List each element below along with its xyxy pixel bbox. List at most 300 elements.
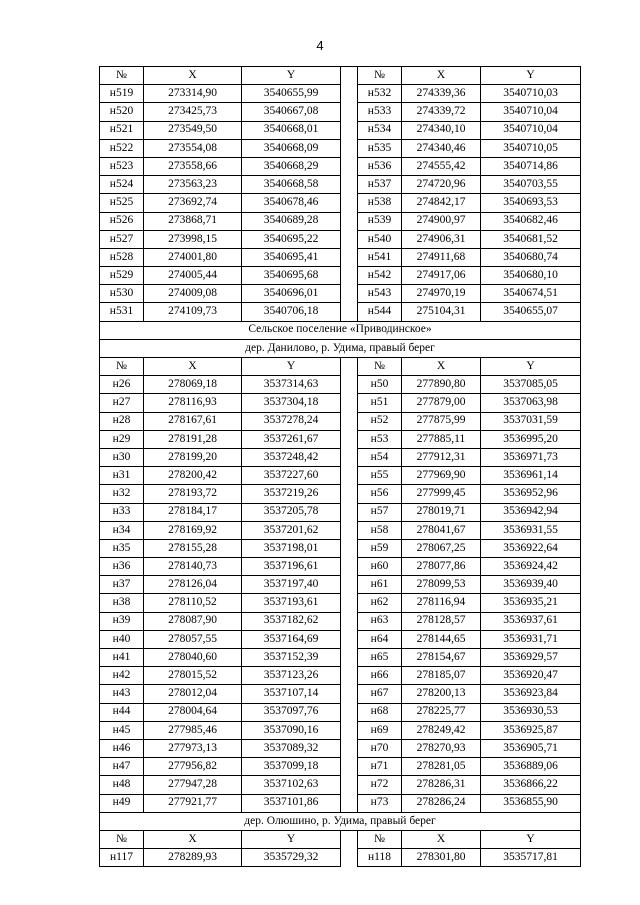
column-gap bbox=[341, 594, 358, 612]
table-row bbox=[100, 539, 581, 557]
coord-x: 274340,46 bbox=[402, 139, 481, 157]
point-number: н35 bbox=[100, 539, 144, 557]
column-gap bbox=[341, 67, 358, 85]
coord-y: 3540668,09 bbox=[242, 139, 341, 157]
coord-x: 278087,90 bbox=[144, 612, 242, 630]
coord-y: 3540655,07 bbox=[481, 303, 581, 321]
point-number: н64 bbox=[358, 630, 402, 648]
point-number: н522 bbox=[100, 139, 144, 157]
header-y: Y bbox=[481, 358, 581, 376]
point-number: н59 bbox=[358, 539, 402, 557]
coord-x: 278140,73 bbox=[144, 558, 242, 576]
table-row bbox=[100, 703, 581, 721]
coord-y: 3536942,94 bbox=[481, 503, 581, 521]
table-row bbox=[100, 649, 581, 667]
coord-x: 274009,08 bbox=[144, 285, 242, 303]
point-number: н41 bbox=[100, 649, 144, 667]
column-gap bbox=[341, 157, 358, 175]
table-row bbox=[100, 794, 581, 812]
coord-x: 273314,90 bbox=[144, 85, 242, 103]
header-x: X bbox=[402, 67, 481, 85]
table-row bbox=[100, 849, 581, 867]
header-row bbox=[100, 830, 581, 848]
coord-y: 3540680,74 bbox=[481, 248, 581, 266]
point-number: н65 bbox=[358, 649, 402, 667]
coord-x: 277890,80 bbox=[402, 376, 481, 394]
coord-x: 278193,72 bbox=[144, 485, 242, 503]
coord-x: 278077,86 bbox=[402, 558, 481, 576]
coord-x: 278015,52 bbox=[144, 667, 242, 685]
header-x: X bbox=[402, 358, 481, 376]
coord-y: 3536971,73 bbox=[481, 448, 581, 466]
section-title: Сельское поселение «Приводинское» bbox=[100, 321, 581, 339]
table-row bbox=[100, 194, 581, 212]
point-number: н47 bbox=[100, 758, 144, 776]
coord-x: 277885,11 bbox=[402, 430, 481, 448]
coord-y: 3537193,61 bbox=[242, 594, 341, 612]
coord-y: 3536961,14 bbox=[481, 467, 581, 485]
coord-y: 3537152,39 bbox=[242, 649, 341, 667]
column-gap bbox=[341, 248, 358, 266]
point-number: н31 bbox=[100, 467, 144, 485]
coord-x: 273998,15 bbox=[144, 230, 242, 248]
point-number: н527 bbox=[100, 230, 144, 248]
coord-x: 277879,00 bbox=[402, 394, 481, 412]
table-row bbox=[100, 285, 581, 303]
table-row bbox=[100, 685, 581, 703]
coord-x: 278184,17 bbox=[144, 503, 242, 521]
coord-y: 3540689,28 bbox=[242, 212, 341, 230]
header-x: X bbox=[144, 358, 242, 376]
coord-y: 3536922,64 bbox=[481, 539, 581, 557]
column-gap bbox=[341, 358, 358, 376]
table-row bbox=[100, 758, 581, 776]
coord-x: 274339,36 bbox=[402, 85, 481, 103]
point-number: н28 bbox=[100, 412, 144, 430]
coord-x: 274555,42 bbox=[402, 157, 481, 175]
column-gap bbox=[341, 230, 358, 248]
point-number: н531 bbox=[100, 303, 144, 321]
table-row bbox=[100, 776, 581, 794]
coord-x: 278289,93 bbox=[144, 849, 242, 867]
header-row bbox=[100, 67, 581, 85]
table-row bbox=[100, 503, 581, 521]
coord-y: 3536889,06 bbox=[481, 758, 581, 776]
coord-y: 3540706,18 bbox=[242, 303, 341, 321]
header-y: Y bbox=[242, 358, 341, 376]
point-number: н538 bbox=[358, 194, 402, 212]
coord-y: 3537205,78 bbox=[242, 503, 341, 521]
table-row bbox=[100, 412, 581, 430]
coord-x: 278012,04 bbox=[144, 685, 242, 703]
coord-y: 3537123,26 bbox=[242, 667, 341, 685]
column-gap bbox=[341, 303, 358, 321]
coord-y: 3540668,58 bbox=[242, 176, 341, 194]
table-row bbox=[100, 121, 581, 139]
column-gap bbox=[341, 649, 358, 667]
table-row bbox=[100, 467, 581, 485]
coord-x: 278116,93 bbox=[144, 394, 242, 412]
point-number: н40 bbox=[100, 630, 144, 648]
point-number: н34 bbox=[100, 521, 144, 539]
table-row bbox=[100, 376, 581, 394]
point-number: н44 bbox=[100, 703, 144, 721]
coord-y: 3540655,99 bbox=[242, 85, 341, 103]
point-number: н73 bbox=[358, 794, 402, 812]
section-subtitle-row bbox=[100, 339, 581, 357]
point-number: н72 bbox=[358, 776, 402, 794]
coord-y: 3536931,71 bbox=[481, 630, 581, 648]
coord-x: 278286,31 bbox=[402, 776, 481, 794]
coord-y: 3536937,61 bbox=[481, 612, 581, 630]
coord-y: 3540710,04 bbox=[481, 103, 581, 121]
point-number: н68 bbox=[358, 703, 402, 721]
coord-x: 278019,71 bbox=[402, 503, 481, 521]
coord-y: 3540714,86 bbox=[481, 157, 581, 175]
column-gap bbox=[341, 612, 358, 630]
column-gap bbox=[341, 630, 358, 648]
coord-x: 278286,24 bbox=[402, 794, 481, 812]
coord-y: 3536923,84 bbox=[481, 685, 581, 703]
coord-x: 273554,08 bbox=[144, 139, 242, 157]
column-gap bbox=[341, 430, 358, 448]
point-number: н32 bbox=[100, 485, 144, 503]
point-number: н532 bbox=[358, 85, 402, 103]
column-gap bbox=[341, 685, 358, 703]
table-row bbox=[100, 594, 581, 612]
coord-y: 3540710,03 bbox=[481, 85, 581, 103]
point-number: н53 bbox=[358, 430, 402, 448]
column-gap bbox=[341, 794, 358, 812]
coord-y: 3540696,01 bbox=[242, 285, 341, 303]
column-gap bbox=[341, 194, 358, 212]
coord-x: 274917,06 bbox=[402, 267, 481, 285]
point-number: н37 bbox=[100, 576, 144, 594]
column-gap bbox=[341, 412, 358, 430]
header-x: X bbox=[144, 67, 242, 85]
coord-y: 3536866,22 bbox=[481, 776, 581, 794]
header-num: № bbox=[358, 358, 402, 376]
table-row bbox=[100, 630, 581, 648]
header-y: Y bbox=[481, 67, 581, 85]
table-row bbox=[100, 739, 581, 757]
coord-y: 3537090,16 bbox=[242, 721, 341, 739]
coord-x: 278249,42 bbox=[402, 721, 481, 739]
column-gap bbox=[341, 558, 358, 576]
coord-y: 3536920,47 bbox=[481, 667, 581, 685]
header-row bbox=[100, 358, 581, 376]
coord-y: 3540695,41 bbox=[242, 248, 341, 266]
table-row bbox=[100, 612, 581, 630]
coord-x: 274340,10 bbox=[402, 121, 481, 139]
coord-y: 3540682,46 bbox=[481, 212, 581, 230]
point-number: н66 bbox=[358, 667, 402, 685]
coord-x: 278155,28 bbox=[144, 539, 242, 557]
coord-x: 273425,73 bbox=[144, 103, 242, 121]
coord-y: 3540674,51 bbox=[481, 285, 581, 303]
coord-x: 278200,13 bbox=[402, 685, 481, 703]
coord-x: 277912,31 bbox=[402, 448, 481, 466]
coord-y: 3536935,21 bbox=[481, 594, 581, 612]
point-number: н55 bbox=[358, 467, 402, 485]
coord-y: 3537097,76 bbox=[242, 703, 341, 721]
coord-y: 3537101,86 bbox=[242, 794, 341, 812]
point-number: н543 bbox=[358, 285, 402, 303]
section-subtitle: дер. Олюшино, р. Удима, правый берег bbox=[100, 812, 581, 830]
table-row bbox=[100, 85, 581, 103]
coord-y: 3540668,29 bbox=[242, 157, 341, 175]
table-row bbox=[100, 430, 581, 448]
coord-x: 278167,61 bbox=[144, 412, 242, 430]
header-num: № bbox=[358, 67, 402, 85]
header-y: Y bbox=[242, 830, 341, 848]
point-number: н540 bbox=[358, 230, 402, 248]
point-number: н52 bbox=[358, 412, 402, 430]
coord-x: 273563,23 bbox=[144, 176, 242, 194]
point-number: н26 bbox=[100, 376, 144, 394]
coord-x: 278281,05 bbox=[402, 758, 481, 776]
coord-y: 3536855,90 bbox=[481, 794, 581, 812]
coord-x: 278057,55 bbox=[144, 630, 242, 648]
point-number: н537 bbox=[358, 176, 402, 194]
coord-x: 278041,67 bbox=[402, 521, 481, 539]
coord-y: 3540681,52 bbox=[481, 230, 581, 248]
coord-y: 3537304,18 bbox=[242, 394, 341, 412]
point-number: н533 bbox=[358, 103, 402, 121]
point-number: н36 bbox=[100, 558, 144, 576]
coord-y: 3540667,08 bbox=[242, 103, 341, 121]
point-number: н536 bbox=[358, 157, 402, 175]
table-row bbox=[100, 394, 581, 412]
point-number: н529 bbox=[100, 267, 144, 285]
coord-x: 277969,90 bbox=[402, 467, 481, 485]
point-number: н56 bbox=[358, 485, 402, 503]
point-number: н71 bbox=[358, 758, 402, 776]
table-row bbox=[100, 448, 581, 466]
table-row bbox=[100, 558, 581, 576]
point-number: н530 bbox=[100, 285, 144, 303]
column-gap bbox=[341, 139, 358, 157]
table-row bbox=[100, 521, 581, 539]
header-x: X bbox=[144, 830, 242, 848]
coord-x: 278191,28 bbox=[144, 430, 242, 448]
point-number: н539 bbox=[358, 212, 402, 230]
column-gap bbox=[341, 521, 358, 539]
point-number: н43 bbox=[100, 685, 144, 703]
point-number: н526 bbox=[100, 212, 144, 230]
coord-y: 3537107,14 bbox=[242, 685, 341, 703]
point-number: н541 bbox=[358, 248, 402, 266]
coord-x: 278004,64 bbox=[144, 703, 242, 721]
column-gap bbox=[341, 394, 358, 412]
point-number: н519 bbox=[100, 85, 144, 103]
coord-y: 3540693,53 bbox=[481, 194, 581, 212]
column-gap bbox=[341, 758, 358, 776]
coord-y: 3536930,53 bbox=[481, 703, 581, 721]
coord-x: 273558,66 bbox=[144, 157, 242, 175]
coord-x: 274911,68 bbox=[402, 248, 481, 266]
table-row bbox=[100, 667, 581, 685]
table-row bbox=[100, 485, 581, 503]
coord-x: 278185,07 bbox=[402, 667, 481, 685]
header-y: Y bbox=[242, 67, 341, 85]
column-gap bbox=[341, 448, 358, 466]
coord-y: 3536924,42 bbox=[481, 558, 581, 576]
section-title-row bbox=[100, 321, 581, 339]
coord-x: 278154,67 bbox=[402, 649, 481, 667]
coord-x: 278270,93 bbox=[402, 739, 481, 757]
column-gap bbox=[341, 85, 358, 103]
point-number: н118 bbox=[358, 849, 402, 867]
coord-y: 3537197,40 bbox=[242, 576, 341, 594]
coord-y: 3535729,32 bbox=[242, 849, 341, 867]
coord-y: 3540710,05 bbox=[481, 139, 581, 157]
point-number: н544 bbox=[358, 303, 402, 321]
coord-x: 278126,04 bbox=[144, 576, 242, 594]
point-number: н45 bbox=[100, 721, 144, 739]
point-number: н60 bbox=[358, 558, 402, 576]
column-gap bbox=[341, 285, 358, 303]
coord-x: 278199,20 bbox=[144, 448, 242, 466]
header-num: № bbox=[100, 358, 144, 376]
point-number: н62 bbox=[358, 594, 402, 612]
coord-y: 3535717,81 bbox=[481, 849, 581, 867]
point-number: н58 bbox=[358, 521, 402, 539]
coord-x: 277875,99 bbox=[402, 412, 481, 430]
coord-x: 274339,72 bbox=[402, 103, 481, 121]
coord-x: 278067,25 bbox=[402, 539, 481, 557]
point-number: н117 bbox=[100, 849, 144, 867]
point-number: н48 bbox=[100, 776, 144, 794]
table-row bbox=[100, 230, 581, 248]
coord-x: 278301,80 bbox=[402, 849, 481, 867]
coord-x: 274109,73 bbox=[144, 303, 242, 321]
coord-y: 3537248,42 bbox=[242, 448, 341, 466]
point-number: н57 bbox=[358, 503, 402, 521]
column-gap bbox=[341, 212, 358, 230]
coord-x: 274906,31 bbox=[402, 230, 481, 248]
coord-x: 278144,65 bbox=[402, 630, 481, 648]
point-number: н49 bbox=[100, 794, 144, 812]
header-num: № bbox=[100, 830, 144, 848]
coord-y: 3537063,98 bbox=[481, 394, 581, 412]
point-number: н534 bbox=[358, 121, 402, 139]
coord-x: 277985,46 bbox=[144, 721, 242, 739]
coord-y: 3540703,55 bbox=[481, 176, 581, 194]
coord-y: 3537102,63 bbox=[242, 776, 341, 794]
coord-x: 274842,17 bbox=[402, 194, 481, 212]
coord-x: 278200,42 bbox=[144, 467, 242, 485]
coord-y: 3537182,62 bbox=[242, 612, 341, 630]
coord-y: 3536925,87 bbox=[481, 721, 581, 739]
coord-y: 3537196,61 bbox=[242, 558, 341, 576]
column-gap bbox=[341, 103, 358, 121]
column-gap bbox=[341, 539, 358, 557]
coord-y: 3536939,40 bbox=[481, 576, 581, 594]
coord-y: 3537164,69 bbox=[242, 630, 341, 648]
point-number: н535 bbox=[358, 139, 402, 157]
coord-y: 3540710,04 bbox=[481, 121, 581, 139]
coord-y: 3537201,62 bbox=[242, 521, 341, 539]
coord-x: 277947,28 bbox=[144, 776, 242, 794]
point-number: н525 bbox=[100, 194, 144, 212]
column-gap bbox=[341, 376, 358, 394]
header-x: X bbox=[402, 830, 481, 848]
point-number: н69 bbox=[358, 721, 402, 739]
point-number: н70 bbox=[358, 739, 402, 757]
section-subtitle-row bbox=[100, 812, 581, 830]
table-row bbox=[100, 176, 581, 194]
point-number: н523 bbox=[100, 157, 144, 175]
section-subtitle: дер. Данилово, р. Удима, правый берег bbox=[100, 339, 581, 357]
point-number: н63 bbox=[358, 612, 402, 630]
header-num: № bbox=[100, 67, 144, 85]
point-number: н33 bbox=[100, 503, 144, 521]
coord-y: 3537089,32 bbox=[242, 739, 341, 757]
point-number: н520 bbox=[100, 103, 144, 121]
coord-x: 277956,82 bbox=[144, 758, 242, 776]
coord-y: 3536995,20 bbox=[481, 430, 581, 448]
point-number: н528 bbox=[100, 248, 144, 266]
coord-x: 278099,53 bbox=[402, 576, 481, 594]
coordinates-table bbox=[99, 66, 581, 867]
column-gap bbox=[341, 121, 358, 139]
point-number: н542 bbox=[358, 267, 402, 285]
table-row bbox=[100, 157, 581, 175]
point-number: н27 bbox=[100, 394, 144, 412]
coord-y: 3540680,10 bbox=[481, 267, 581, 285]
coord-y: 3537314,63 bbox=[242, 376, 341, 394]
table-row bbox=[100, 267, 581, 285]
coord-x: 278110,52 bbox=[144, 594, 242, 612]
coord-y: 3536905,71 bbox=[481, 739, 581, 757]
coord-x: 278116,94 bbox=[402, 594, 481, 612]
coordinates-table-body bbox=[100, 67, 581, 867]
point-number: н67 bbox=[358, 685, 402, 703]
coord-x: 278040,60 bbox=[144, 649, 242, 667]
page-number: 4 bbox=[316, 38, 324, 53]
coord-y: 3537085,05 bbox=[481, 376, 581, 394]
table-row bbox=[100, 576, 581, 594]
coord-y: 3537227,60 bbox=[242, 467, 341, 485]
point-number: н50 bbox=[358, 376, 402, 394]
point-number: н38 bbox=[100, 594, 144, 612]
coord-x: 274900,97 bbox=[402, 212, 481, 230]
point-number: н29 bbox=[100, 430, 144, 448]
coord-y: 3537031,59 bbox=[481, 412, 581, 430]
coord-y: 3537219,26 bbox=[242, 485, 341, 503]
coord-x: 277999,45 bbox=[402, 485, 481, 503]
column-gap bbox=[341, 776, 358, 794]
table-row bbox=[100, 721, 581, 739]
coord-y: 3540695,68 bbox=[242, 267, 341, 285]
column-gap bbox=[341, 721, 358, 739]
column-gap bbox=[341, 849, 358, 867]
point-number: н521 bbox=[100, 121, 144, 139]
coord-y: 3540668,01 bbox=[242, 121, 341, 139]
coord-x: 273549,50 bbox=[144, 121, 242, 139]
point-number: н39 bbox=[100, 612, 144, 630]
column-gap bbox=[341, 485, 358, 503]
header-y: Y bbox=[481, 830, 581, 848]
coord-y: 3536929,57 bbox=[481, 649, 581, 667]
coord-y: 3537099,18 bbox=[242, 758, 341, 776]
coord-x: 274005,44 bbox=[144, 267, 242, 285]
point-number: н524 bbox=[100, 176, 144, 194]
column-gap bbox=[341, 503, 358, 521]
column-gap bbox=[341, 176, 358, 194]
coord-x: 278169,92 bbox=[144, 521, 242, 539]
